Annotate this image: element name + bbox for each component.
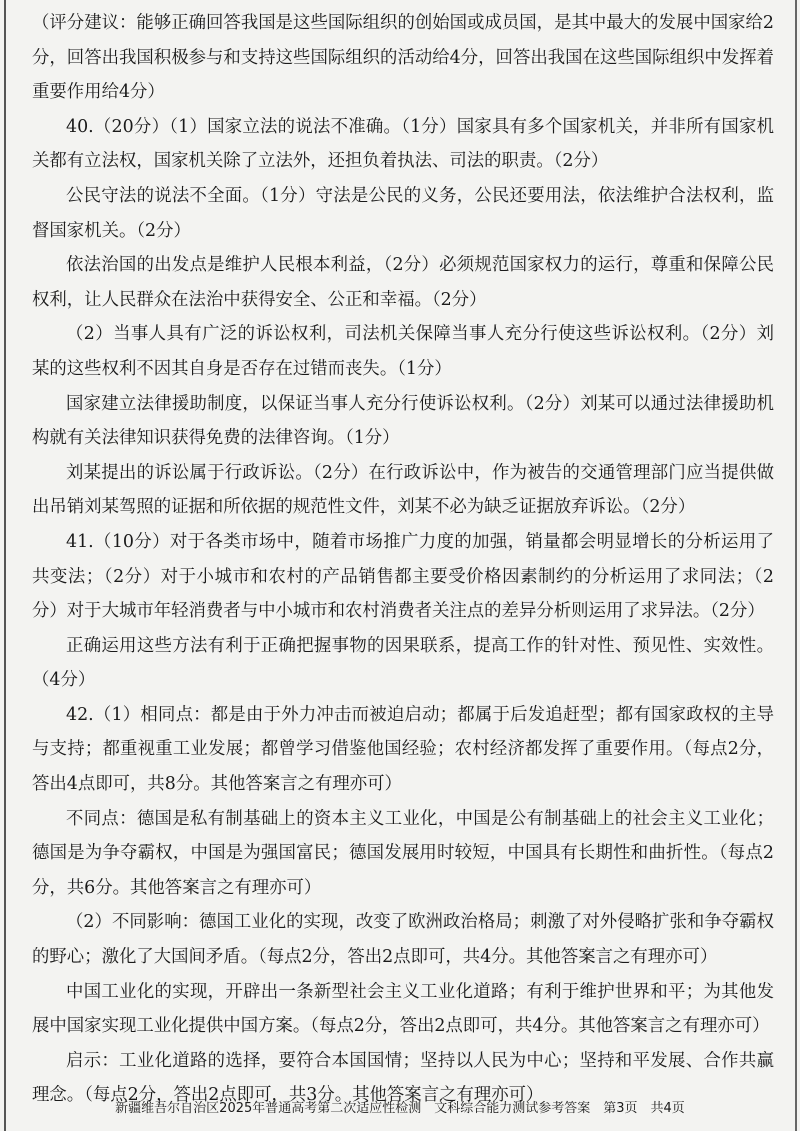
answer-content — [32, 6, 774, 1113]
answer-40-1-rule-of-law: 依法治国的出发点是维护人民根本利益，（2分）必须规范国家权力的运行，尊重和保障公民权利，让人民群众在法治中获得安全、公正和幸福。（2分） — [32, 255, 774, 310]
page-right-edge — [795, 0, 797, 1131]
answer-42-2-china-impact: 中国工业化的实现，开辟出一条新型社会主义工业化道路；有利于维护世界和平；为其他发展中国家实现工业化提供中国方案。（每点2分，答出2点即可，共4分。其他答案言之有理亦可） — [32, 981, 774, 1037]
answer-41-significance: 正确运用这些方法有利于正确把握事物的因果联系，提高工作的针对性、预见性、实效性。（4分） — [32, 635, 774, 691]
answer-42-2-germany-impact: （2）不同影响：德国工业化的实现，改变了欧洲政治格局；刺激了对外侵略扩张和争夺霸权的野心；激化了大国间矛盾。（每点2分，答出2点即可，共4分。其他答案言之有理亦可） — [32, 912, 774, 968]
answer-40-2-litigation-rights: （2）当事人具有广泛的诉讼权利，司法机关保障当事人充分行使这些诉讼权利。（2分）刘某的这些权利不因其自身是否存在过错而丧失。（1分） — [32, 324, 774, 379]
answer-42-2-inspiration: 启示：工业化道路的选择，要符合本国国情；坚持以人民为中心；坚持和平发展、合作共赢理念。（每点2分，答出2点即可，共3分。其他答案言之有理亦可） — [32, 1050, 774, 1106]
answer-42-1-differences: 不同点：德国是私有制基础上的资本主义工业化，中国是公有制基础上的社会主义工业化；德国是为争夺霸权，中国是为强国富民；德国发展用时较短，中国具有长期性和曲折性。（每点2分，共6分。其他答案言之有理亦可） — [32, 808, 774, 898]
scoring-suggestion-39: （评分建议：能够正确回答我国是这些国际组织的创始国或成员国，是其中最大的发展中国家给2分，回答出我国积极参与和支持这些国际组织的活动给4分，回答出我国在这些国际组织中发挥着重要作用给4分） — [32, 13, 774, 103]
answer-41-methods: 41.（10分）对于各类市场中，随着市场推广力度的加强，销量都会明显增长的分析运用了共变法；（2分）对于小城市和农村的产品销售都主要受价格因素制约的分析运用了求同法；（2分）对于大城市年轻消费者与中小城市和农村消费者关注点的差异分析则运用了求异法。（2分） — [32, 531, 774, 622]
page-left-edge — [4, 0, 6, 1131]
answer-42-1-similarities: 42.（1）相同点：都是由于外力冲击而被迫启动；都属于后发追赶型；都有国家政权的主导与支持；都重视重工业发展；都曾学习借鉴他国经验；农村经济都发挥了重要作用。（每点2分，答出4点即可，共8分。其他答案言之有理亦可） — [32, 704, 774, 795]
answer-40-1-legislation: 40.（20分）（1）国家立法的说法不准确。（1分）国家具有多个国家机关，并非所有国家机关都有立法权，国家机关除了立法外，还担负着执法、司法的职责。（2分） — [32, 116, 774, 172]
answer-40-2-legal-aid: 国家建立法律援助制度，以保证当事人充分行使诉讼权利。（2分）刘某可以通过法律援助机构就有关法律知识获得免费的法律咨询。（1分） — [32, 393, 774, 449]
answer-40-1-law-abiding: 公民守法的说法不全面。（1分）守法是公民的义务，公民还要用法，依法维护合法权利，监督国家机关。（2分） — [32, 185, 774, 241]
answer-40-2-administrative-litigation: 刘某提出的诉讼属于行政诉讼。（2分）在行政诉讼中，作为被告的交通管理部门应当提供做出吊销刘某驾照的证据和所依据的规范性文件，刘某不必为缺乏证据放弃诉讼。（2分） — [32, 462, 774, 518]
page-footer: 新疆维吾尔自治区2025年普通高考第二次适应性检测 文科综合能力测试参考答案 第3页 共4页 — [115, 1101, 685, 1116]
